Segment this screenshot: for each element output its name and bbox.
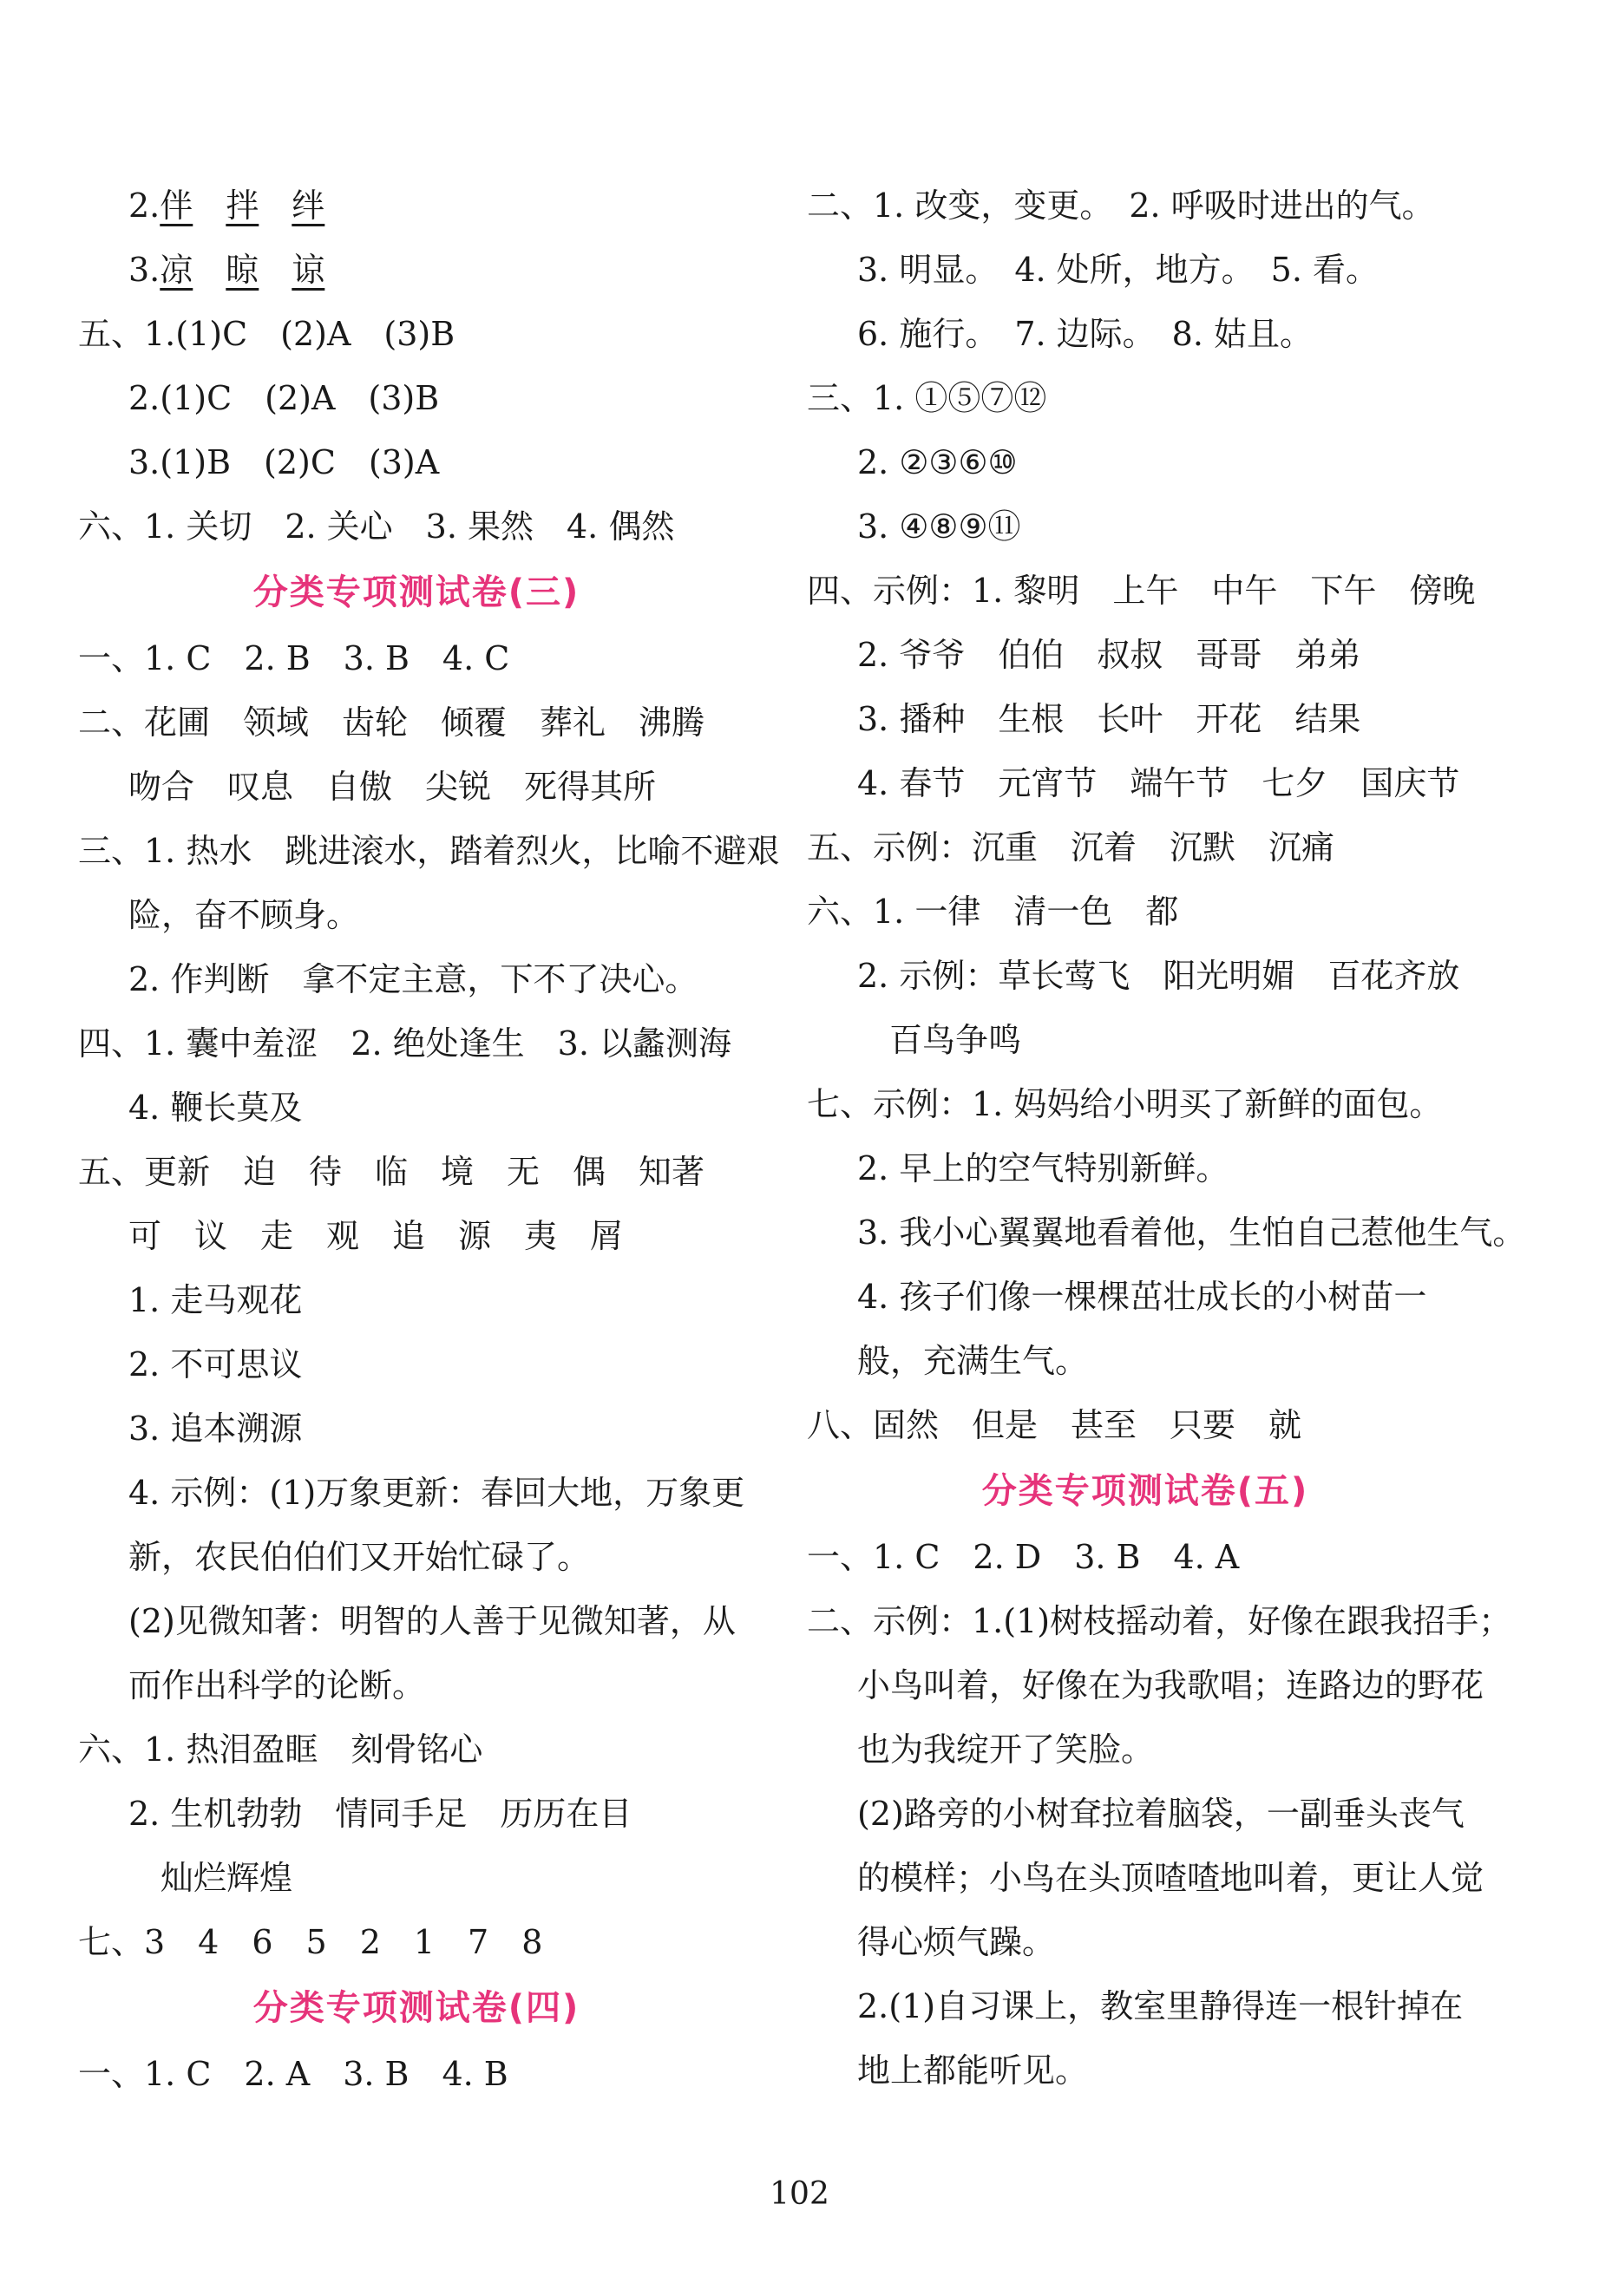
answer-line: 吻合 叹息 自傲 尖锐 死得其所 xyxy=(128,768,657,806)
answer-line: 般，充满生气。 xyxy=(857,1342,1089,1380)
answer-line: 2.(1)自习课上，教室里静得连一根针掉在 xyxy=(857,1987,1464,2025)
answer-line: 2. 爷爷 伯伯 叔叔 哥哥 弟弟 xyxy=(857,636,1361,674)
answer-line: 小鸟叫着，好像在为我歌唱；连路边的野花 xyxy=(857,1666,1484,1704)
answer-line: 二、花圃 领域 齿轮 倾覆 葬礼 沸腾 xyxy=(78,703,705,742)
answer-line: 2. 作判断 拿不定主意，下不了决心。 xyxy=(128,960,698,998)
answer-line: 2. 示例：草长莺飞 阳光明媚 百花齐放 xyxy=(857,957,1460,995)
answer-line: (2)见微知著：明智的人善于见微知著，从 xyxy=(128,1602,736,1640)
answer-line: 2. 生机勃勃 情同手足 历历在目 xyxy=(128,1795,632,1833)
answer-line: 五、1.(1)C (2)A (3)B xyxy=(78,315,455,353)
answer-line: 2.(1)C (2)A (3)B xyxy=(128,379,440,417)
answer-line: 6. 施行。 7. 边际。 8. 姑且。 xyxy=(857,315,1314,353)
answer-line: 七、示例：1. 妈妈给小明买了新鲜的面包。 xyxy=(807,1085,1443,1123)
answer-line: 四、1. 囊中羞涩 2. 绝处逢生 3. 以蠡测海 xyxy=(78,1024,732,1063)
answer-line: 3.(1)B (2)C (3)A xyxy=(128,443,440,481)
answer-line: 五、示例：沉重 沉着 沉默 沉痛 xyxy=(807,828,1335,867)
answer-line: 六、1. 热泪盈眶 刻骨铭心 xyxy=(78,1730,483,1769)
answer-line: 三、1. ①⑤⑦⑫ xyxy=(807,379,1047,417)
answer-line: 五、更新 迫 待 临 境 无 偶 知著 xyxy=(78,1153,705,1191)
answer-line: 一、1. C 2. A 3. B 4. B xyxy=(78,2055,508,2093)
page-number: 102 xyxy=(770,2176,829,2212)
answer-line: 2. 早上的空气特别新鲜。 xyxy=(857,1149,1229,1187)
answer-line: 3. 播种 生根 长叶 开花 结果 xyxy=(857,700,1361,738)
answer-line: 得心烦气躁。 xyxy=(857,1923,1056,1961)
section-heading-5: 分类专项测试卷(五) xyxy=(981,1471,1309,1511)
answer-line: 4. 示例：(1)万象更新：春回大地，万象更 xyxy=(128,1474,745,1512)
answer-line: 二、示例：1.(1)树枝摇动着，好像在跟我招手； xyxy=(807,1602,1512,1640)
answer-line: 一、1. C 2. B 3. B 4. C xyxy=(78,639,510,677)
answer-line: 3. 明显。 4. 处所，地方。 5. 看。 xyxy=(857,251,1379,289)
underlined-char: 谅 xyxy=(292,251,325,289)
answer-line: 险，奋不顾身。 xyxy=(128,896,360,934)
answer-line: 三、1. 热水 跳进滚水，踏着烈火，比喻不避艰 xyxy=(78,832,780,870)
answer-line: 1. 走马观花 xyxy=(128,1281,303,1319)
answer-line: 2. 不可思议 xyxy=(128,1345,303,1383)
section-heading-4: 分类专项测试卷(四) xyxy=(252,1988,580,2028)
answer-line: 而作出科学的论断。 xyxy=(128,1666,426,1704)
answer-line: 也为我绽开了笑脸。 xyxy=(857,1730,1155,1769)
answer-line: 地上都能听见。 xyxy=(857,2051,1089,2090)
answer-line: 二、1. 改变，变更。 2. 呼吸时进出的气。 xyxy=(807,186,1435,225)
item-number: 2. xyxy=(128,186,161,225)
underlined-char: 晾 xyxy=(226,251,259,289)
answer-line: 4. 春节 元宵节 端午节 七夕 国庆节 xyxy=(857,764,1460,802)
line-underlined-chars-2 xyxy=(128,173,324,238)
answer-line: 的模样；小鸟在头顶喳喳地叫着，更让人觉 xyxy=(857,1859,1484,1897)
answer-line: 六、1. 一律 清一色 都 xyxy=(807,893,1179,931)
underlined-char: 伴 xyxy=(160,186,193,225)
item-number: 3. xyxy=(128,251,161,289)
underlined-char: 绊 xyxy=(292,186,325,225)
underlined-char: 拌 xyxy=(226,186,259,225)
answer-line: 七、3 4 6 5 2 1 7 8 xyxy=(78,1923,543,1961)
answer-line: 一、1. C 2. D 3. B 4. A xyxy=(807,1538,1240,1576)
answer-line: 可 议 走 观 追 源 夷 屑 xyxy=(128,1217,624,1255)
answer-line: 3. 追本溯源 xyxy=(128,1410,303,1448)
answer-line: 新，农民伯伯们又开始忙碌了。 xyxy=(128,1538,591,1576)
line-underlined-chars-3 xyxy=(128,238,324,302)
answer-line: 3. 我小心翼翼地看着他，生怕自己惹他生气。 xyxy=(857,1213,1526,1252)
answer-line: 4. 孩子们像一棵棵茁壮成长的小树苗一 xyxy=(857,1278,1427,1316)
underlined-char: 凉 xyxy=(160,251,193,289)
answer-line: 八、固然 但是 甚至 只要 就 xyxy=(807,1406,1302,1444)
answer-line: (2)路旁的小树耷拉着脑袋，一副垂头丧气 xyxy=(857,1795,1465,1833)
answer-line: 4. 鞭长莫及 xyxy=(128,1089,303,1127)
answer-line: 3. ④⑧⑨⑪ xyxy=(857,507,1021,546)
answer-line: 四、示例：1. 黎明 上午 中午 下午 傍晚 xyxy=(807,572,1476,610)
section-heading-3: 分类专项测试卷(三) xyxy=(252,572,580,612)
answer-line: 百鸟争鸣 xyxy=(889,1021,1022,1059)
answer-line: 2. ②③⑥⑩ xyxy=(857,443,1018,481)
answer-line: 灿烂辉煌 xyxy=(161,1859,293,1897)
answer-line: 六、1. 关切 2. 关心 3. 果然 4. 偶然 xyxy=(78,507,675,546)
